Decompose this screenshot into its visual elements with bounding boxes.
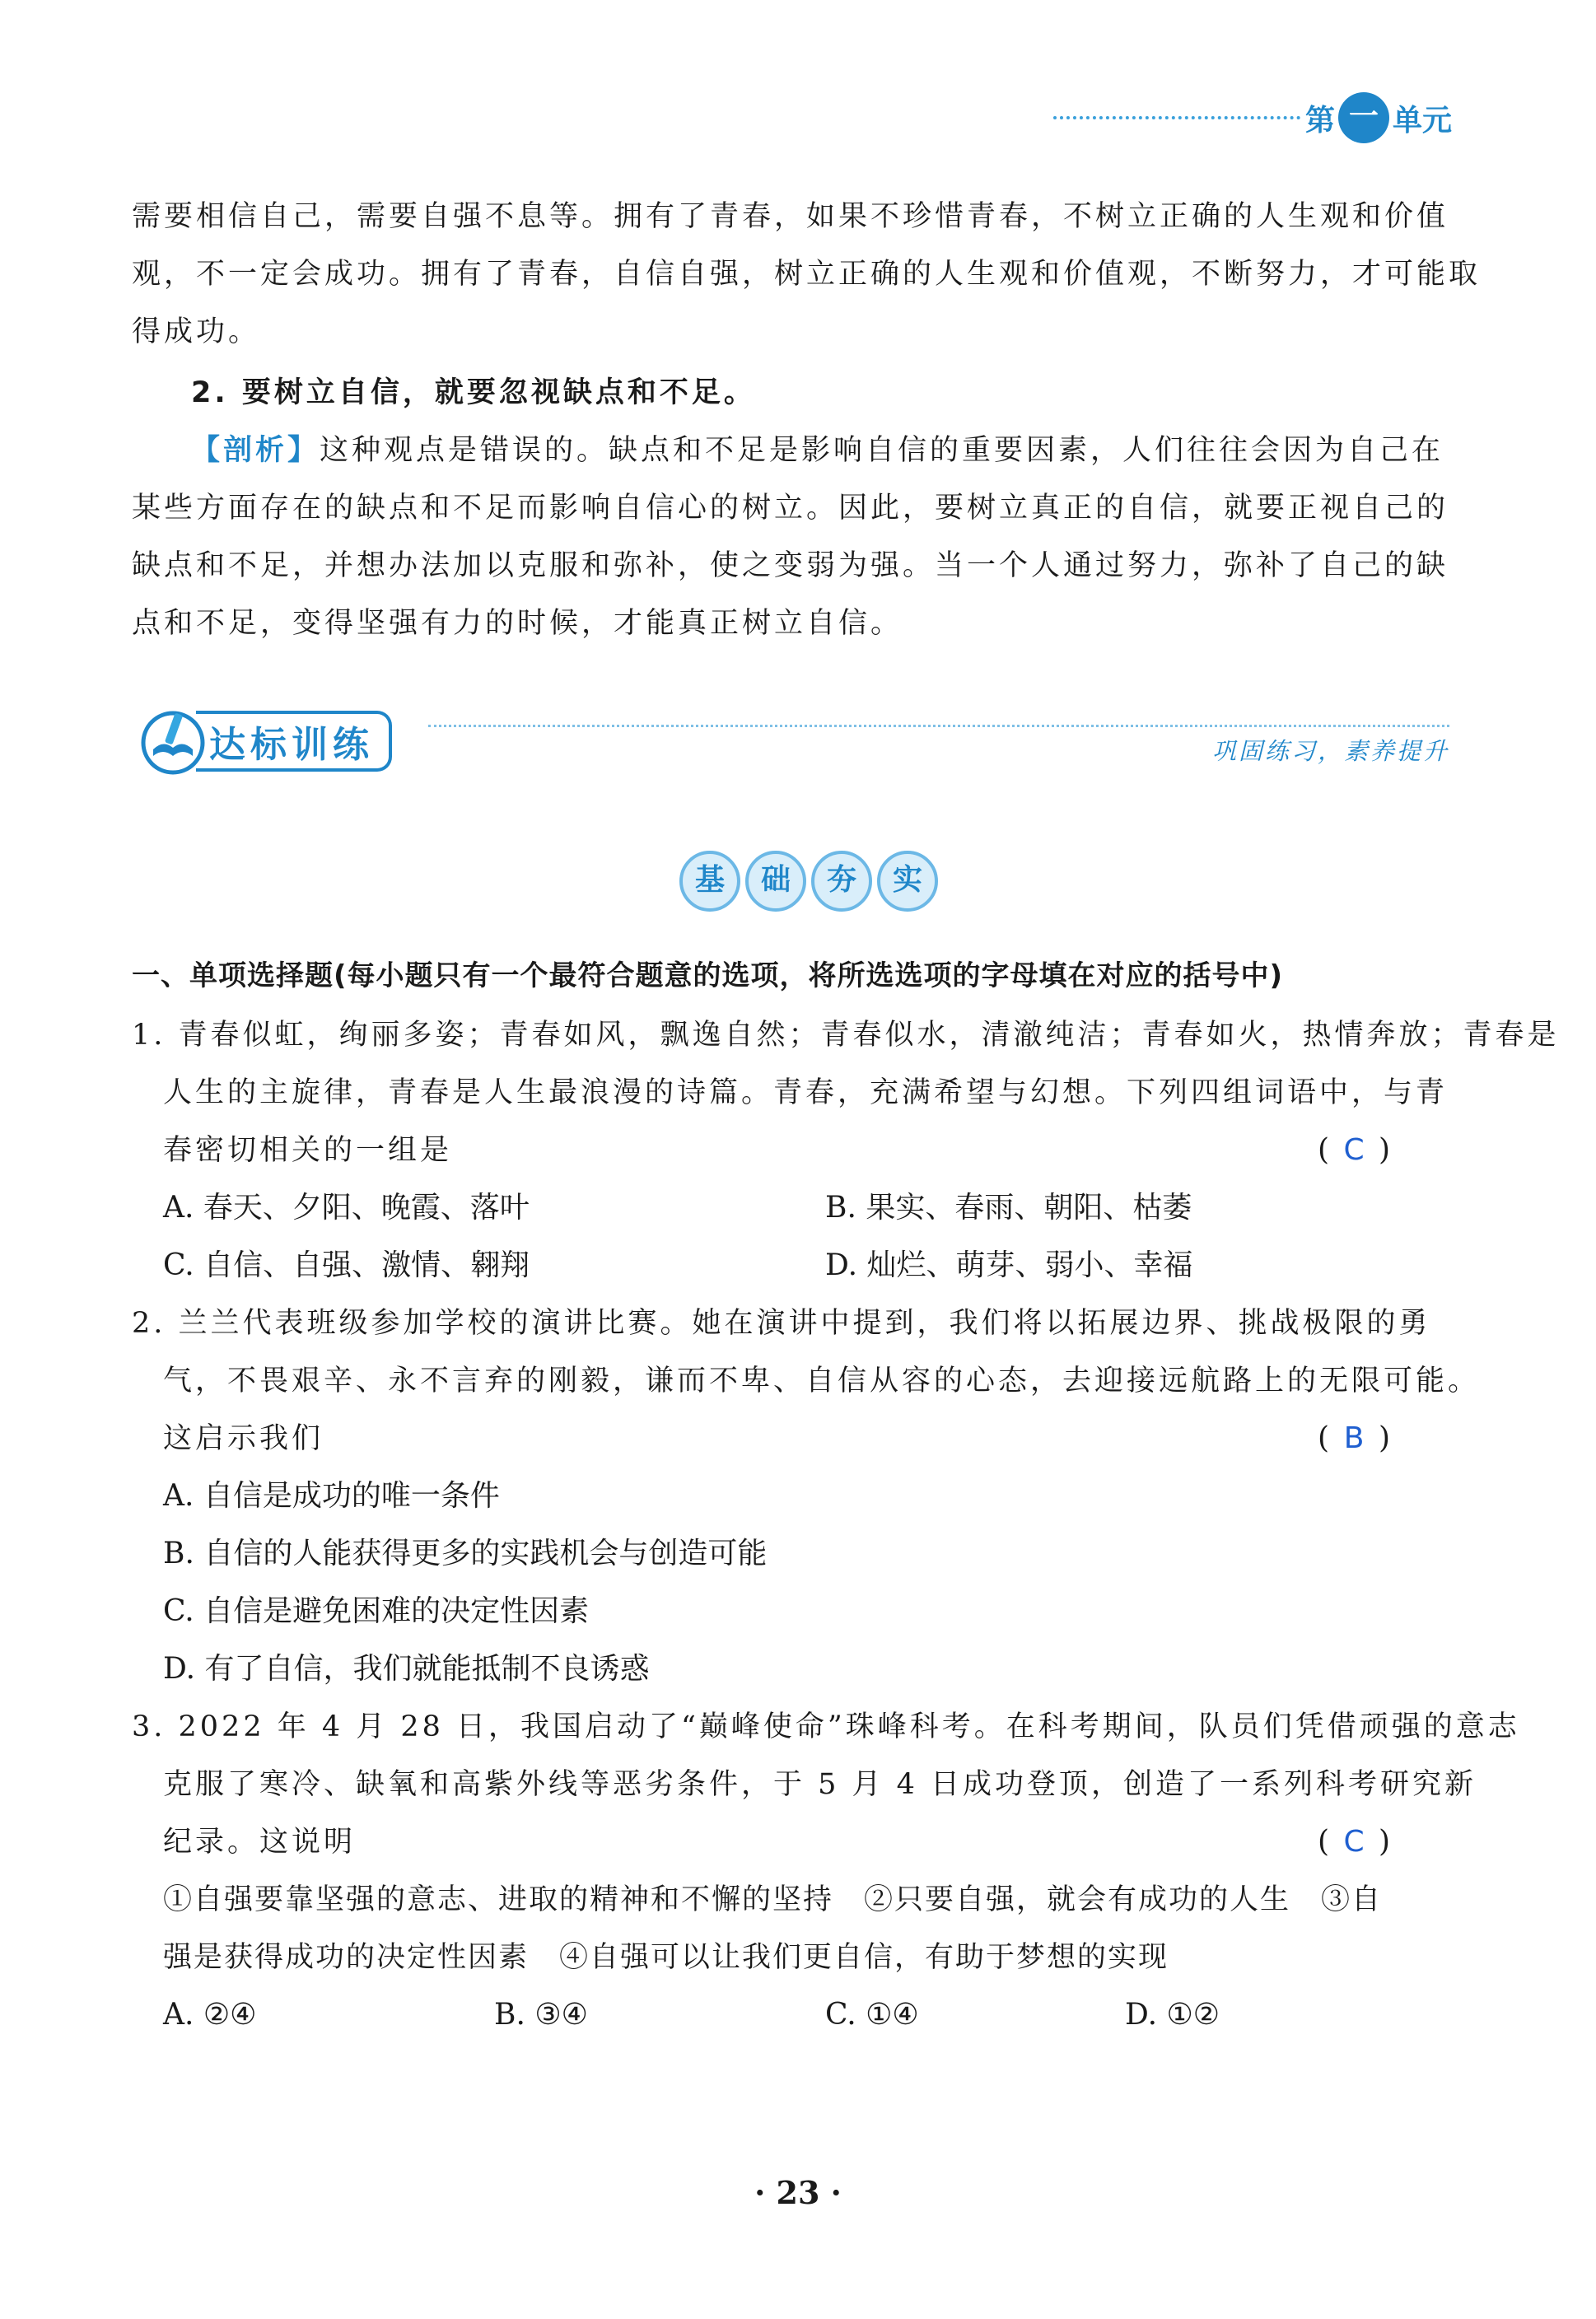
- foundation-heading: [679, 851, 938, 912]
- analysis-line-4: 点和不足，变得坚强有力的时候，才能真正树立自信。: [132, 607, 903, 640]
- intro-line-2: 观，不一定会成功。拥有了青春，自信自强，树立正确的人生观和价值观，不断努力，才可能取: [132, 258, 1482, 291]
- q1-option-d: D. 灿烂、萌芽、弱小、幸福: [825, 1248, 1193, 1282]
- q2-answer-bracket: ( B ): [1318, 1410, 1390, 1467]
- foundation-char-3: 夯: [811, 851, 872, 912]
- q2-line-1: 2. 兰兰代表班级参加学校的演讲比赛。她在演讲中提到，我们将以拓展边界、挑战极限的勇: [132, 1307, 1431, 1340]
- q1-option-b: B. 果实、春雨、朝阳、枯萎: [825, 1191, 1192, 1225]
- section-title: 达标训练: [196, 711, 392, 772]
- foundation-char-1: 基: [679, 851, 740, 912]
- q3-option-d: D. ①②: [1125, 1998, 1220, 2032]
- q3-statements-line-1: ①自强要靠坚强的意志、进取的精神和不懈的坚持 ②只要自强，就会有成功的人生 ③自: [163, 1883, 1383, 1916]
- unit-header: [1053, 89, 1452, 147]
- q2-option-c: C. 自信是避免困难的决定性因素: [163, 1594, 590, 1628]
- q3-option-c: C. ①④: [825, 1998, 919, 2032]
- q2-option-d: D. 有了自信，我们就能抵制不良诱惑: [163, 1652, 650, 1686]
- unit-suffix: 单元: [1392, 103, 1452, 138]
- foundation-char-2: 础: [745, 851, 806, 912]
- banner-dotted-line: [428, 725, 1449, 727]
- analysis-text-1: 这种观点是错误的。缺点和不足是影响自信的重要因素，人们往往会因为自己在: [320, 434, 1444, 467]
- intro-line-3: 得成功。: [132, 315, 261, 348]
- q2-line-2: 气，不畏艰辛、永不言弃的刚毅，谦而不卑、自信从容的心态，去迎接远航路上的无限可能。: [163, 1365, 1481, 1397]
- foundation-char-4: 实: [877, 851, 938, 912]
- part-1-title: 一、单项选择题(每小题只有一个最符合题意的选项，将所选选项的字母填在对应的括号中): [132, 959, 1284, 992]
- point-2-title: 2. 要树立自信，就要忽视缺点和不足。: [191, 376, 756, 409]
- q2-option-a: A. 自信是成功的唯一条件: [163, 1479, 500, 1513]
- analysis-line-3: 缺点和不足，并想办法加以克服和弥补，使之变弱为强。当一个人通过努力，弥补了自己的缺: [132, 549, 1449, 582]
- unit-prefix: 第: [1304, 103, 1335, 138]
- q1-line-2: 人生的主旋律，青春是人生最浪漫的诗篇。青春，充满希望与幻想。下列四组词语中，与青: [163, 1076, 1449, 1109]
- q3-answer-bracket: ( C ): [1318, 1813, 1390, 1871]
- unit-label: [1305, 92, 1452, 143]
- q1-line-1: 1. 青春似虹，绚丽多姿；青春如风，飘逸自然；青春似水，清澈纯洁；青春如火，热情奔放；青春是: [132, 1019, 1560, 1052]
- q1-option-c: C. 自信、自强、激情、翱翔: [163, 1248, 530, 1282]
- q1-answer: C: [1343, 1133, 1365, 1167]
- unit-number-badge: 一: [1338, 92, 1389, 143]
- q2-answer: B: [1343, 1421, 1365, 1455]
- q3-line-2: 克服了寒冷、缺氧和高紫外线等恶劣条件，于 5 月 4 日成功登顶，创造了一系列科考研究新: [163, 1768, 1477, 1801]
- section-banner: [138, 707, 392, 776]
- section-subtitle: 巩固练习，素养提升: [1211, 737, 1449, 765]
- q3-option-a: A. ②④: [163, 1998, 257, 2032]
- header-dotted-line: [1053, 116, 1300, 119]
- book-pencil-icon: [138, 707, 208, 776]
- analysis-line-1: [191, 422, 1524, 479]
- q3-line-3: 纪录。这说明: [163, 1826, 357, 1859]
- q3-option-b: B. ③④: [494, 1998, 588, 2032]
- q2-line-3: 这启示我们: [163, 1422, 324, 1455]
- q3-line-1: 3. 2022 年 4 月 28 日，我国启动了“巅峰使命”珠峰科考。在科考期间，队员们凭借顽强的意志: [132, 1710, 1520, 1743]
- analysis-label: 【剖析】: [191, 434, 320, 467]
- analysis-line-2: 某些方面存在的缺点和不足而影响自信心的树立。因此，要树立真正的自信，就要正视自己的: [132, 492, 1449, 525]
- q1-line-3: 春密切相关的一组是: [163, 1134, 453, 1167]
- q2-option-b: B. 自信的人能获得更多的实践机会与创造可能: [163, 1537, 768, 1570]
- q1-option-a: A. 春天、夕阳、晚霞、落叶: [163, 1191, 530, 1225]
- intro-line-1: 需要相信自己，需要自强不息等。拥有了青春，如果不珍惜青春，不树立正确的人生观和价值: [132, 200, 1449, 233]
- q3-answer: C: [1343, 1825, 1365, 1859]
- q1-answer-bracket: ( C ): [1318, 1122, 1390, 1179]
- page-number: · 23 ·: [754, 2174, 842, 2211]
- q3-statements-line-2: 强是获得成功的决定性因素 ④自强可以让我们更自信，有助于梦想的实现: [163, 1941, 1169, 1974]
